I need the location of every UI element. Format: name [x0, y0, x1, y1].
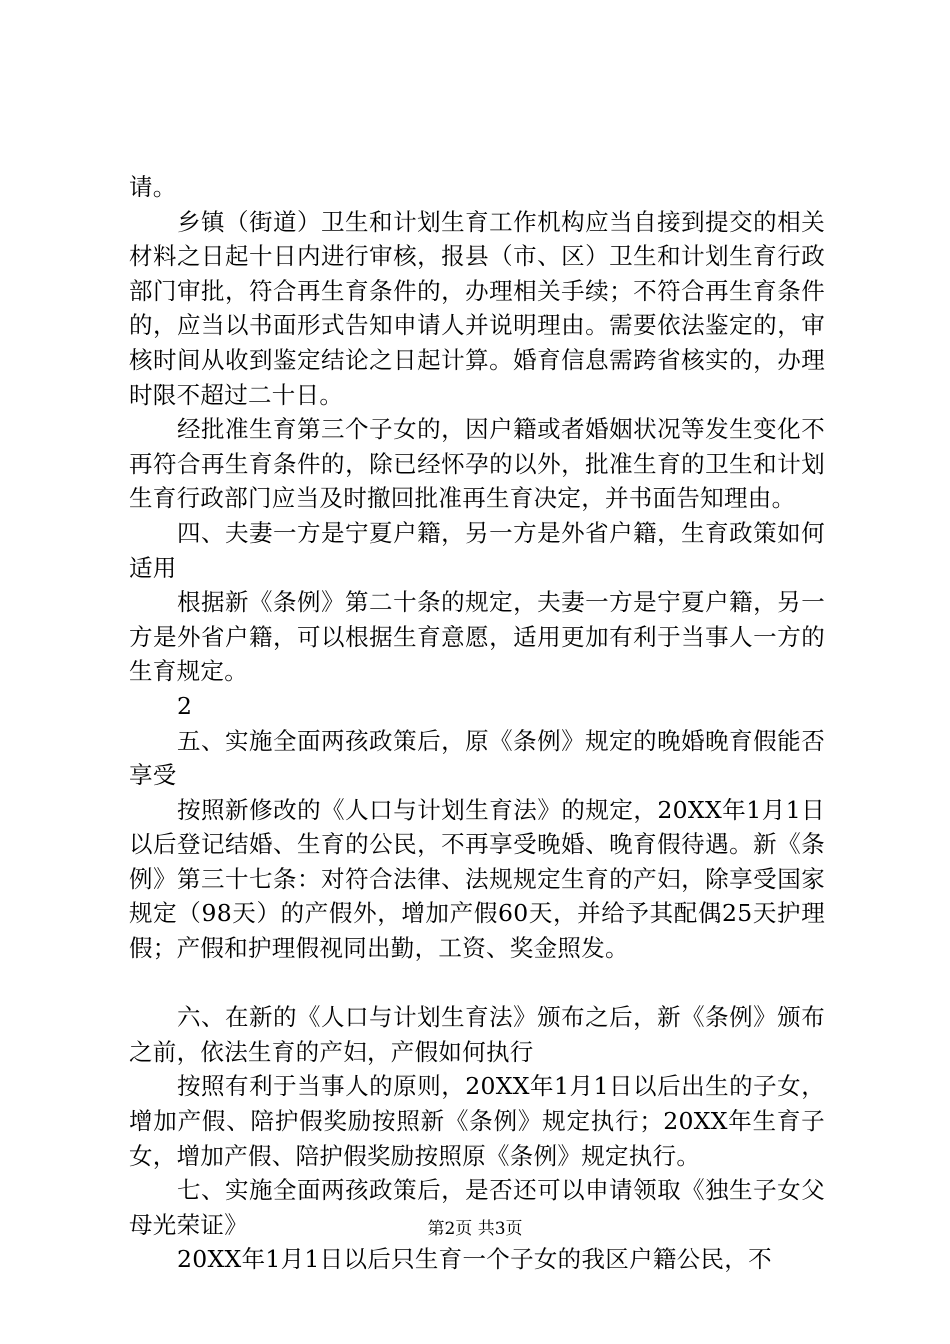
page-footer: 第2页 共3页: [427, 1219, 523, 1239]
blank-line: [129, 966, 825, 1001]
paragraph-section-5: 按照新修改的《人口与计划生育法》的规定，20XX年1月1日以后登记结婚、生育的公民，不再享受晚婚、晚育假待遇。新《条例》第三十七条：对符合法律、法规规定生育的产妇，除享受国家规定（98天）的产假外，增加产假60天，并给予其配偶25天护理假；产假和护理假视同出勤，工资、奖金照发。: [129, 795, 825, 963]
paragraph-section-4: 根据新《条例》第二十条的规定，夫妻一方是宁夏户籍，另一方是外省户籍，可以根据生育意愿，适用更加有利于当事人一方的生育规定。: [129, 588, 825, 686]
heading-section-7: 七、实施全面两孩政策后，是否还可以申请领取《独生子女父母光荣证》: [129, 1176, 825, 1239]
paragraph-section-6: 按照有利于当事人的原则，20XX年1月1日以后出生的子女，增加产假、陪护假奖励按照新《条例》规定执行；20XX年生育子女，增加产假、陪护假奖励按照原《条例》规定执行。: [129, 1072, 825, 1170]
inline-page-number: 2: [177, 691, 193, 720]
heading-section-5: 五、实施全面两孩政策后，原《条例》规定的晚婚晚育假能否享受: [129, 726, 825, 790]
paragraph-revoke-approval: 经批准生育第三个子女的，因户籍或者婚姻状况等发生变化不再符合再生育条件的，除已经怀孕的以外，批准生育的卫生和计划生育行政部门应当及时撤回批准再生育决定，并书面告知理由。: [129, 415, 825, 513]
heading-section-4: 四、夫妻一方是宁夏户籍，另一方是外省户籍，生育政策如何适用: [129, 518, 825, 582]
paragraph-review-procedure: 乡镇（街道）卫生和计划生育工作机构应当自接到提交的相关材料之日起十日内进行审核，报县（市、区）卫生和计划生育行政部门审批，符合再生育条件的，办理相关手续；不符合再生育条件的，应当以书面形式告知申请人并说明理由。需要依法鉴定的，审核时间从收到鉴定结论之日起计算。婚育信息需跨省核实的，办理时限不超过二十日。: [129, 207, 825, 409]
paragraph-continuation: 请。: [129, 173, 177, 201]
document-body: [129, 170, 825, 1277]
heading-section-6: 六、在新的《人口与计划生育法》颁布之后，新《条例》颁布之前，依法生育的产妇，产假如何执行: [129, 1003, 825, 1066]
paragraph-section-7: 20XX年1月1日以后只生育一个子女的我区户籍公民，不: [177, 1245, 772, 1274]
